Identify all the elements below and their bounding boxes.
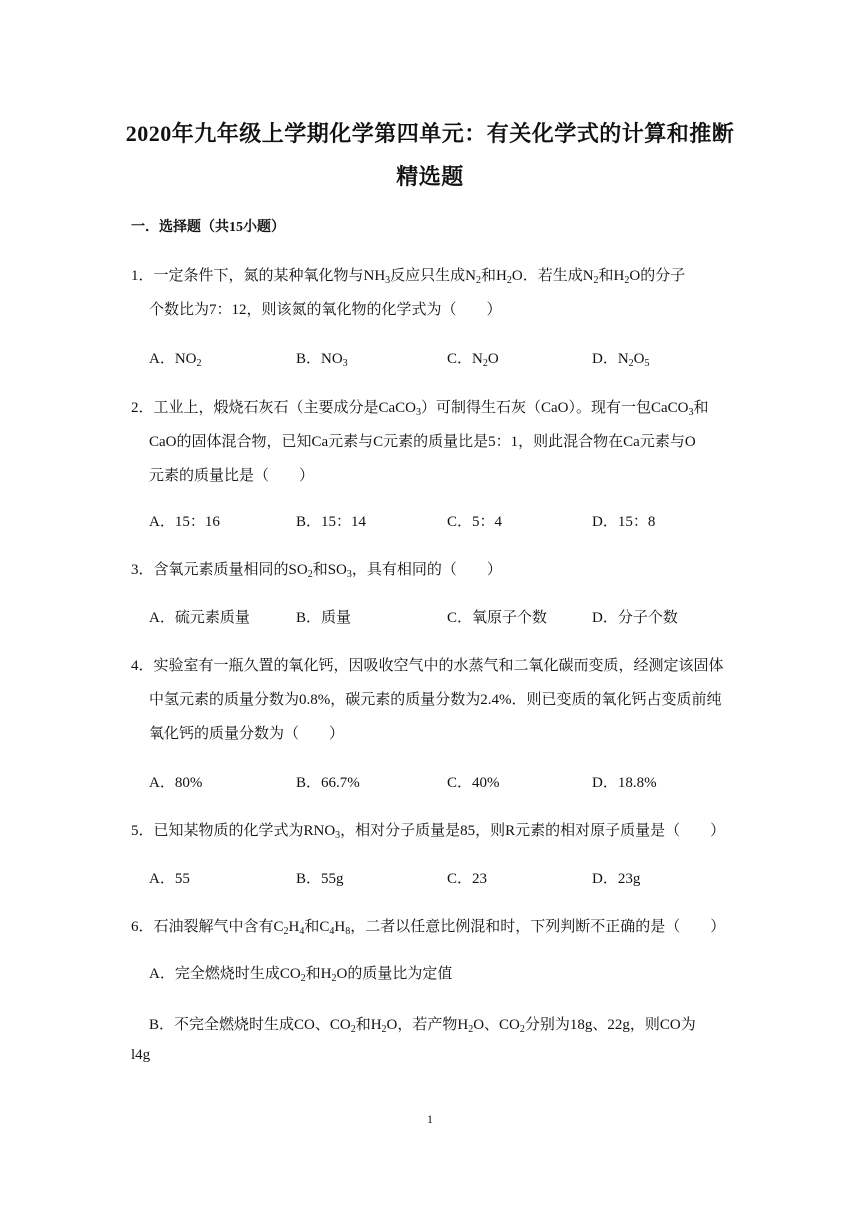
question-5-options: [149, 867, 749, 889]
question-6-option-b: B．不完全燃烧时生成CO、$CO_2$和$H_2O$，若产物$H_2O$、$CO_2$分别为18g、22g，则CO为: [149, 1017, 696, 1035]
option-b: B．55g: [296, 871, 344, 887]
question-6-option-b-continued: l4g: [131, 1047, 151, 1063]
option-d: D．18.8%: [592, 775, 657, 791]
question-1-line-2: 个数比为7：12，则该氮的氧化物的化学式为（ ）: [149, 302, 502, 318]
option-c: C．氧原子个数: [447, 610, 548, 626]
option-b: B．$NO_3$: [296, 351, 348, 369]
option-a: A．80%: [149, 775, 203, 791]
option-d: D．23g: [592, 871, 641, 887]
option-b: B．质量: [296, 610, 352, 626]
question-6-line-1: 6．石油裂解气中含有$C_2H_4$和$C_4H_8$，二者以任意比例混和时，下列判断不正确的是（ ）: [131, 919, 726, 937]
option-a: A．硫元素质量: [149, 610, 250, 626]
page-number: 1: [427, 1112, 433, 1126]
option-b: B．15：14: [296, 514, 367, 530]
question-3-options: [149, 606, 749, 628]
option-d: D．分子个数: [592, 610, 678, 626]
page-title: 2020年九年级上学期化学第四单元：有关化学式的计算和推断: [125, 121, 735, 146]
question-2-options: [149, 510, 749, 532]
question-5-line-1: 5．已知某物质的化学式为$RNO_3$，相对分子质量是85，则R元素的相对原子质量是（ ）: [131, 823, 726, 841]
question-2-line-1: 2．工业上，煅烧石灰石（主要成分是CaCO$_3$）可制得生石灰（CaO）。现有一包CaCO$_3$和: [131, 400, 709, 418]
question-4-line-2: 中氢元素的质量分数为0.8%，碳元素的质量分数为2.4%．则已变质的氧化钙占变质前纯: [149, 692, 722, 708]
question-1-options: [149, 347, 749, 369]
question-4-options: [149, 771, 749, 793]
option-a: A．55: [149, 871, 190, 887]
option-c: C．40%: [447, 775, 500, 791]
option-b: B．66.7%: [296, 775, 360, 791]
page-title-continued: 精选题: [396, 164, 464, 189]
question-6-option-a: A．完全燃烧时生成$CO_2$和$H_2O$的质量比为定值: [149, 966, 453, 984]
question-2-line-2: CaO的固体混合物，已知Ca元素与C元素的质量比是5：1，则此混合物在Ca元素与O: [149, 434, 696, 450]
question-1-line-1: 1．一定条件下，氮的某种氧化物与$NH_3$反应只生成$N_2$和$H_2O$．若生成$N_2$和$H_2O$的分子: [131, 268, 686, 286]
question-3-line-1: 3．含氧元素质量相同的$SO_2$和$SO_3$，具有相同的（ ）: [131, 562, 502, 580]
option-d: D．$N_2O_5$: [592, 351, 650, 369]
option-c: C．5：4: [447, 514, 503, 530]
option-c: C．23: [447, 871, 488, 887]
question-2-line-3: 元素的质量比是（ ）: [149, 468, 315, 484]
option-d: D．15：8: [592, 514, 656, 530]
question-4-line-1: 4．实验室有一瓶久置的氧化钙，因吸收空气中的水蒸气和二氧化碳而变质，经测定该固体: [131, 658, 724, 674]
option-a: A．15：16: [149, 514, 220, 530]
section-heading: 一．选择题（共15小题）: [131, 220, 285, 235]
option-c: C．$N_2O$: [447, 351, 499, 369]
question-4-line-3: 氧化钙的质量分数为（ ）: [149, 726, 345, 742]
option-a: A．$NO_2$: [149, 351, 202, 369]
